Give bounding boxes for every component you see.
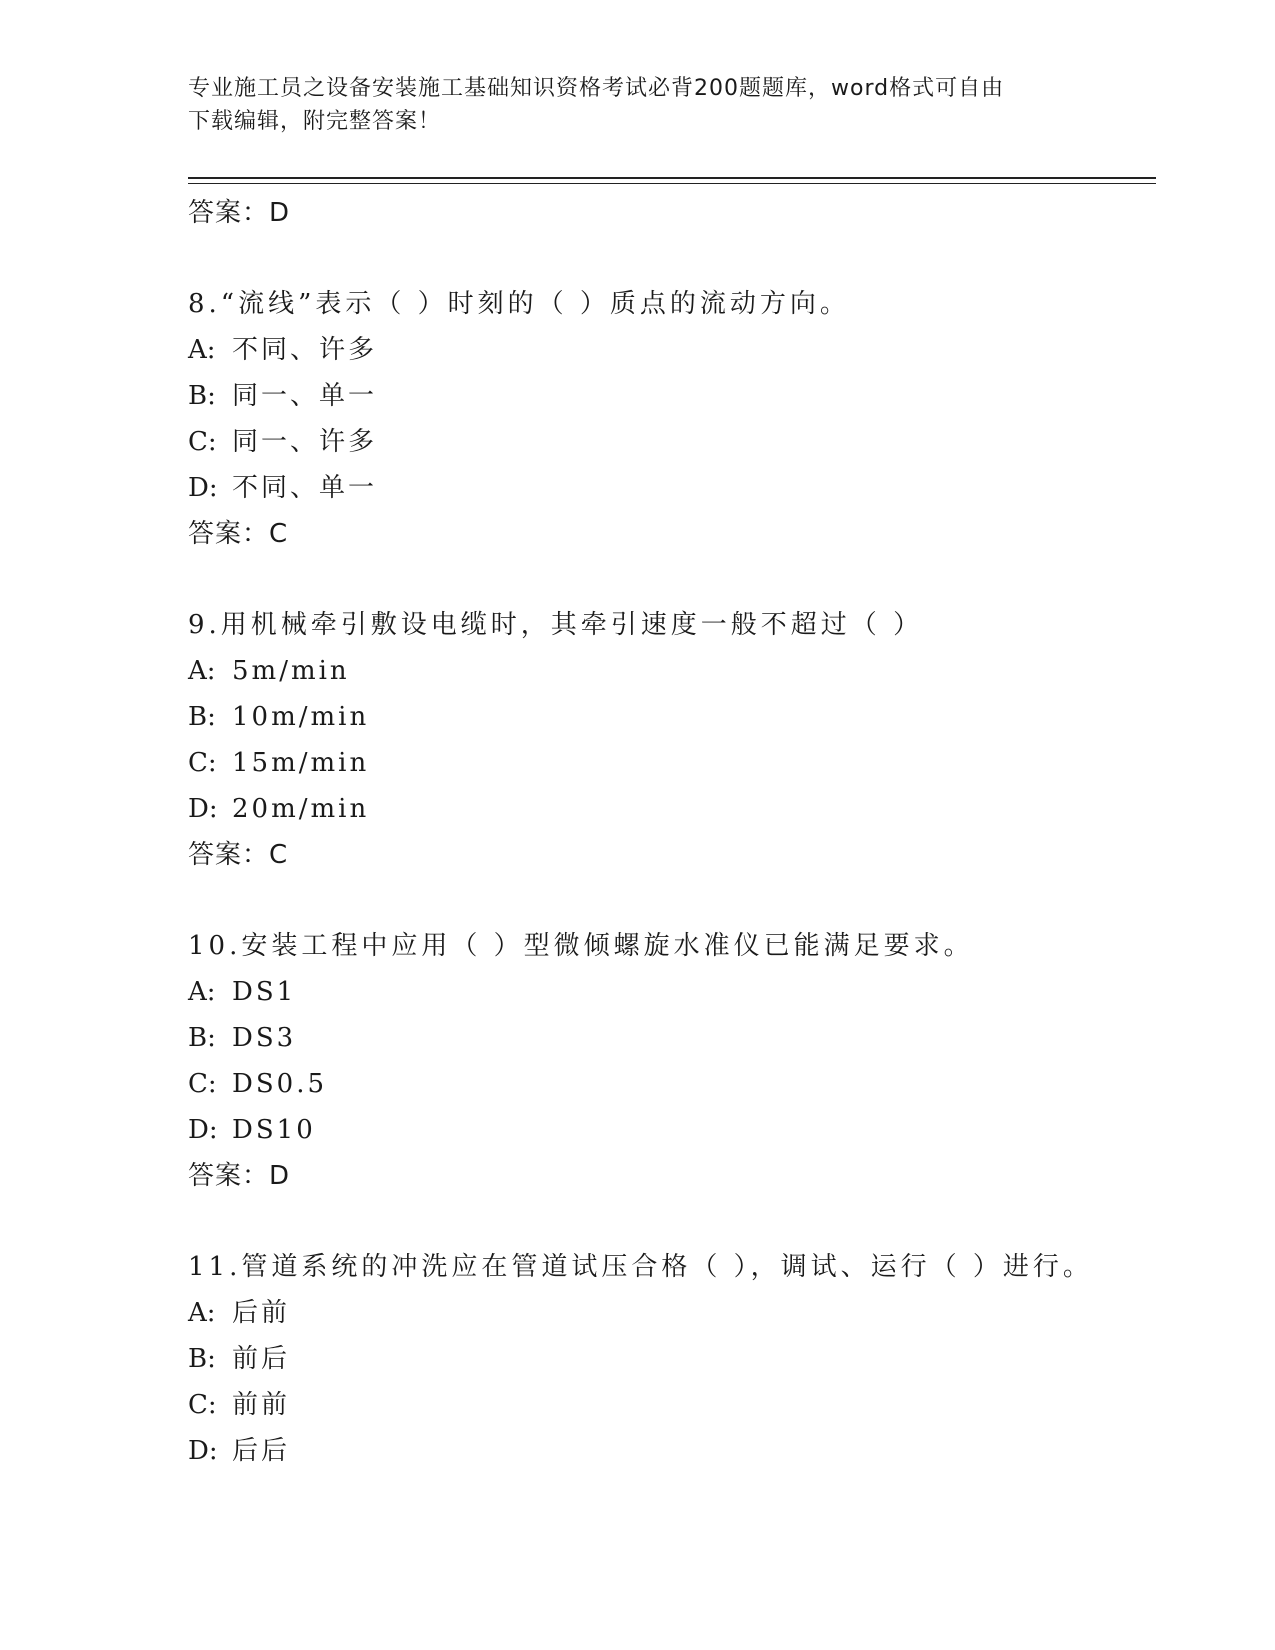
option-letter: B: [188,1344,216,1374]
header-line-2: 下载编辑，附完整答案！ [188,109,442,134]
option-text: 后前 [232,1298,291,1328]
option-letter: B: [188,1023,216,1053]
answer: 答案：D [188,1161,291,1191]
option-a [188,969,1156,1015]
option-d [188,1107,1156,1153]
header-rule-thin [188,183,1156,184]
option-a [188,648,1156,694]
question-text: 9.用机械牵引敷设电缆时，其牵引速度一般不超过（ ） [188,610,924,640]
option-letter: B: [188,702,216,732]
option-text: 5m/min [232,656,350,686]
answer-previous-question: 答案：D [188,198,291,228]
option-text: 10m/min [232,702,370,732]
option-c [188,1382,1156,1428]
option-letter: A: [188,656,216,686]
question-text: 8.“流线”表示（ ）时刻的（ ）质点的流动方向。 [188,289,850,319]
option-c [188,740,1156,786]
spacer [188,878,1156,923]
option-b [188,1015,1156,1061]
answer: 答案：C [188,519,289,549]
option-a [188,327,1156,373]
option-text: 20m/min [232,794,370,824]
question-text: 11.管道系统的冲洗应在管道试压合格（ ），调试、运行（ ）进行。 [188,1252,1093,1282]
spacer [188,1199,1156,1244]
option-text: DS1 [232,977,297,1007]
option-letter: D: [188,473,218,503]
option-letter: A: [188,1298,216,1328]
option-text: 前前 [232,1390,291,1420]
option-text: 前后 [232,1344,291,1374]
option-a [188,1290,1156,1336]
option-letter: D: [188,794,218,824]
question-block-11 [188,1244,1156,1474]
option-text: DS10 [232,1115,316,1145]
option-text: 同一、单一 [232,381,378,411]
option-b [188,1336,1156,1382]
option-text: DS0.5 [232,1069,328,1099]
option-d [188,1428,1156,1474]
option-b [188,694,1156,740]
header-line-1: 专业施工员之设备安装施工基础知识资格考试必背200题题库，word格式可自由 [188,76,1005,101]
option-d [188,786,1156,832]
question-block-9 [188,602,1156,878]
option-c [188,419,1156,465]
option-letter: B: [188,381,216,411]
question-block-10 [188,923,1156,1199]
option-c [188,1061,1156,1107]
question-list [188,190,1156,1474]
option-letter: A: [188,977,216,1007]
option-letter: C: [188,1069,217,1099]
answer: 答案：C [188,840,289,870]
header-rule-thick [188,177,1156,179]
option-text: DS3 [232,1023,297,1053]
option-letter: C: [188,748,217,778]
option-d [188,465,1156,511]
option-letter: D: [188,1436,218,1466]
spacer [188,236,1156,281]
option-text: 不同、许多 [232,335,378,365]
option-text: 同一、许多 [232,427,378,457]
option-text: 15m/min [232,748,370,778]
option-b [188,373,1156,419]
document-header [188,72,1078,138]
question-block-8 [188,281,1156,557]
option-letter: C: [188,1390,217,1420]
option-text: 后后 [232,1436,291,1466]
question-text: 10.安装工程中应用（ ）型微倾螺旋水准仪已能满足要求。 [188,931,974,961]
spacer [188,557,1156,602]
option-letter: A: [188,335,216,365]
option-letter: C: [188,427,217,457]
option-letter: D: [188,1115,218,1145]
option-text: 不同、单一 [232,473,378,503]
